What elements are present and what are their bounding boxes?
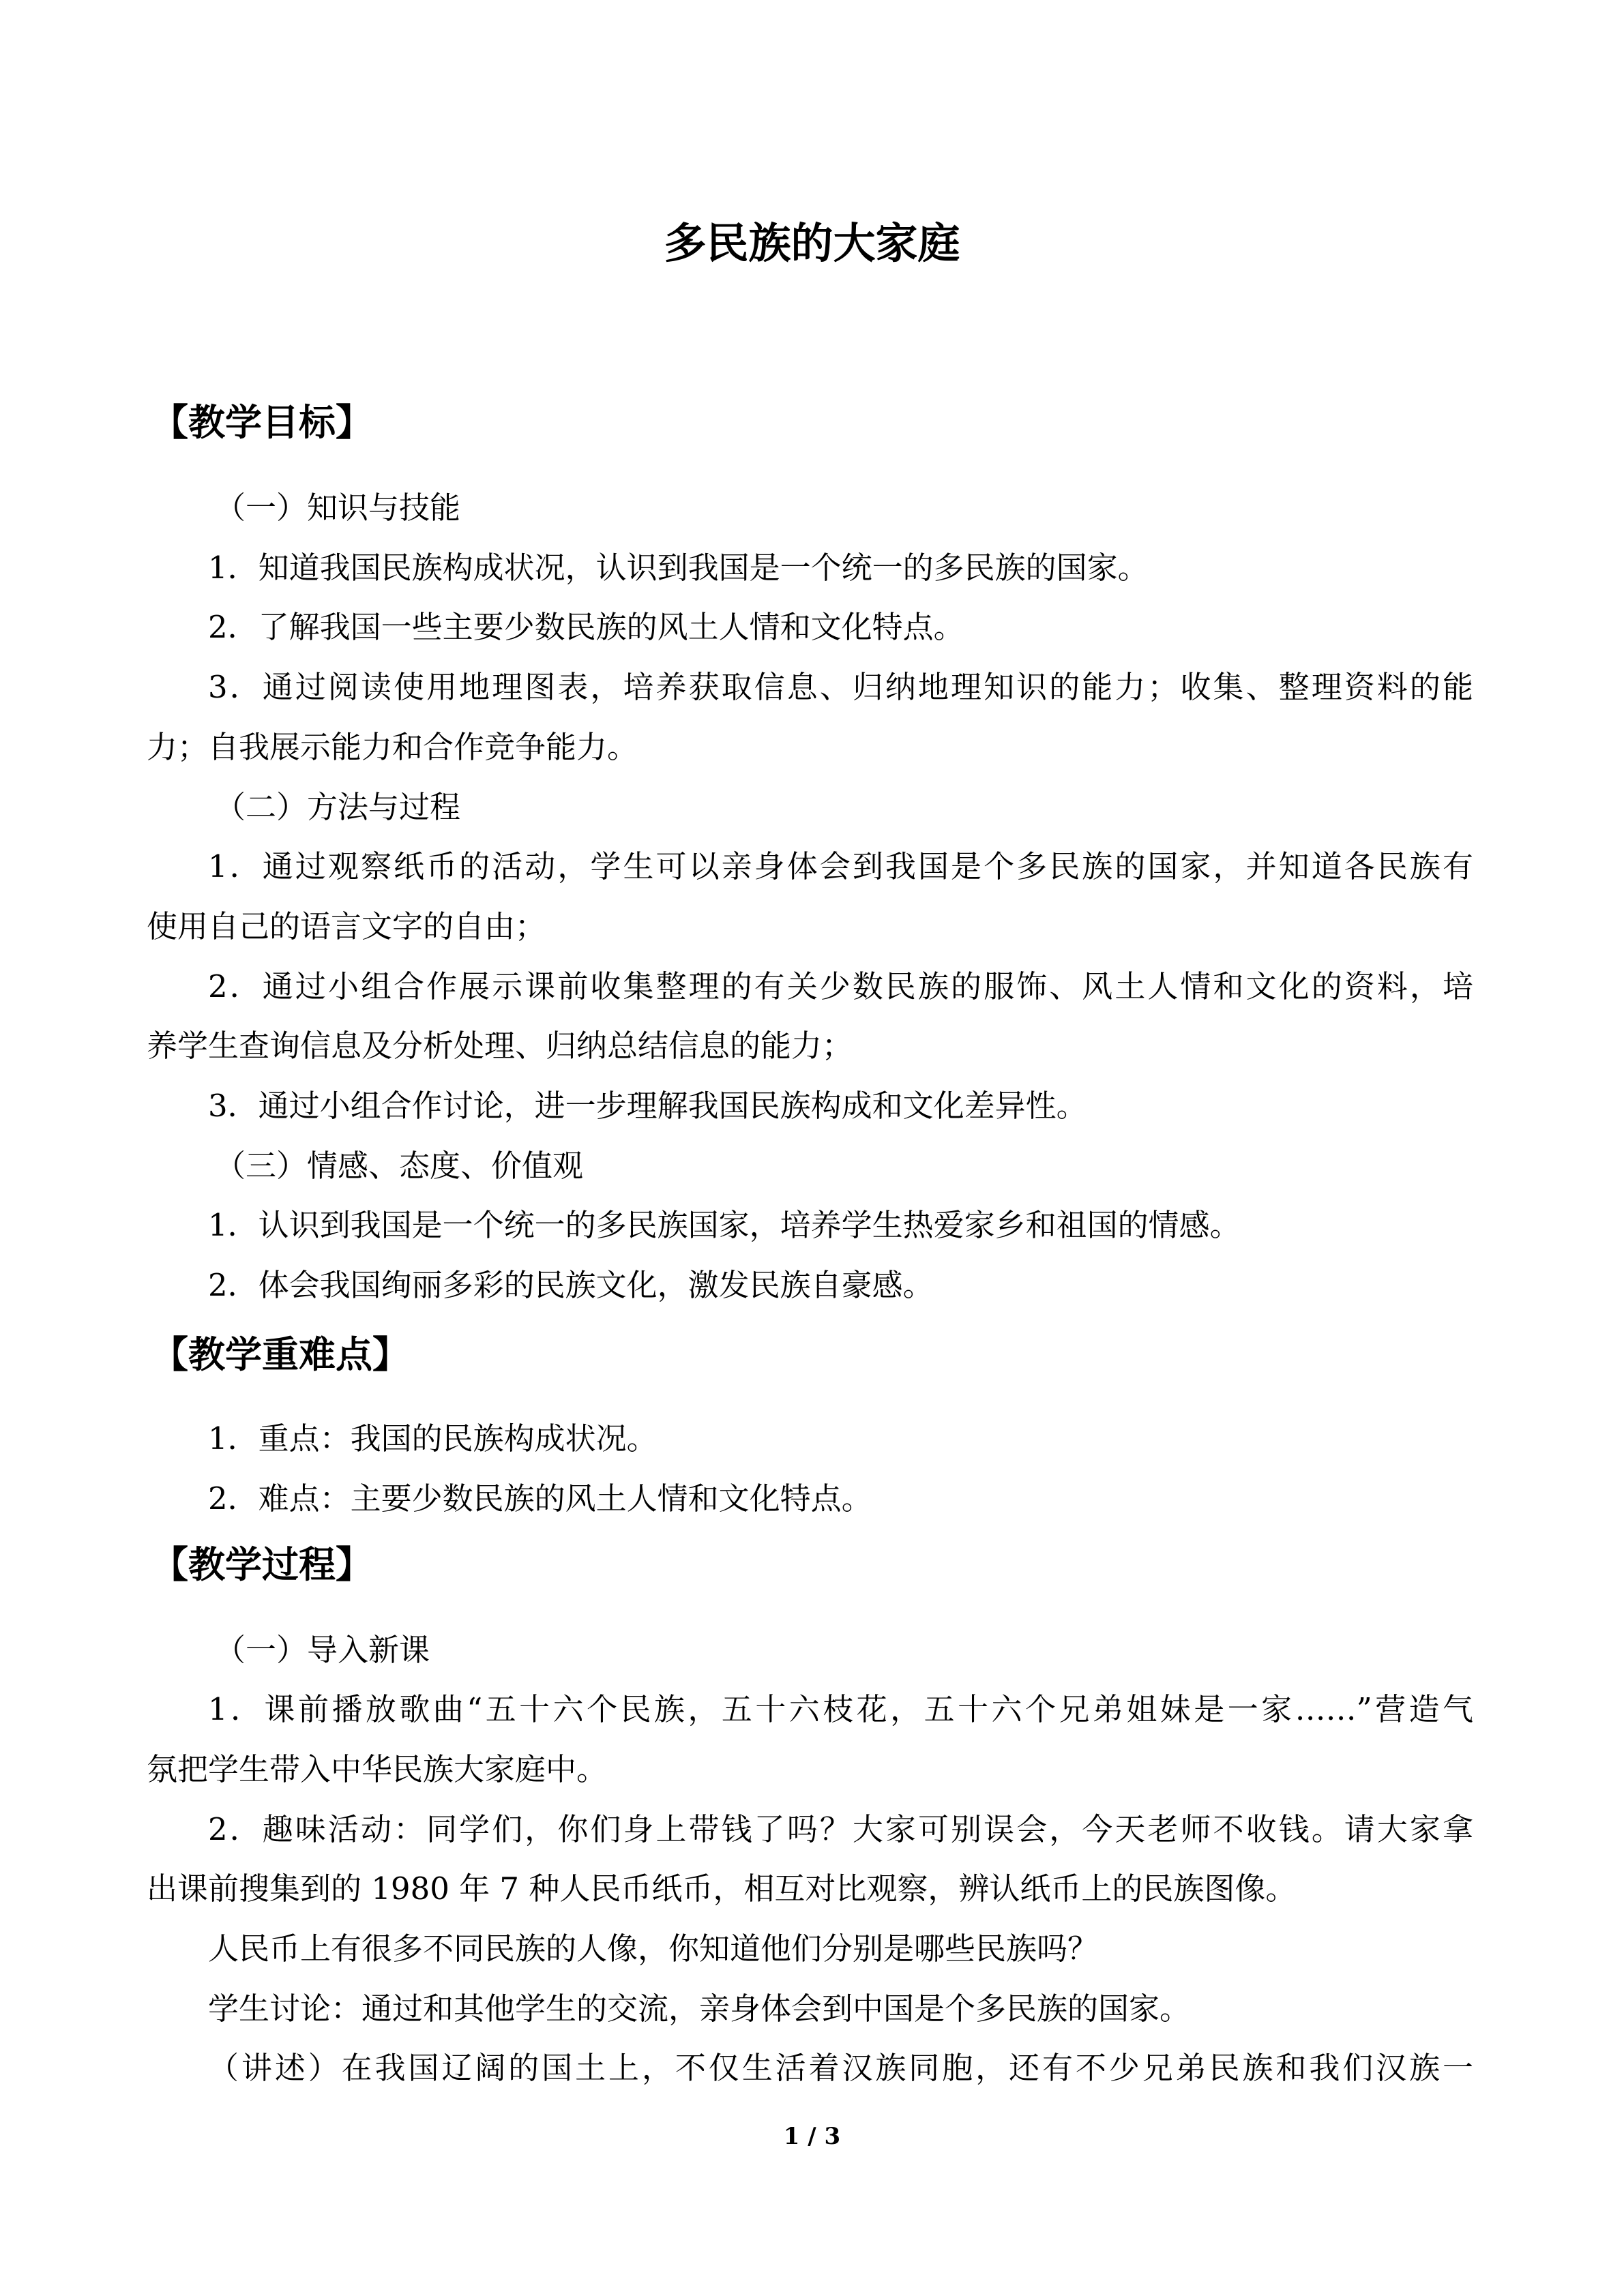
paragraph-line: 1．重点：我国的民族构成状况。 xyxy=(208,1420,658,1457)
section-heading-objectives: 【教学目标】 xyxy=(151,401,372,444)
paragraph-line: 学生讨论：通过和其他学生的交流，亲身体会到中国是个多民族的国家。 xyxy=(208,1991,1191,2027)
paragraph-line: 力；自我展示能力和合作竞争能力。 xyxy=(147,729,638,765)
paragraph-line: 使用自己的语言文字的自由； xyxy=(147,908,546,944)
paragraph-line: 出课前搜集到的 1980 年 7 种人民币纸币，相互对比观察，辨认纸币上的民族图像。 xyxy=(147,1870,1297,1907)
paragraph-line: 2．难点：主要少数民族的风土人情和文化特点。 xyxy=(208,1480,872,1517)
subheading-emotion-attitude-values: （三）情感、态度、价值观 xyxy=(215,1148,584,1184)
paragraph-line: 2．趣味活动：同学们，你们身上带钱了吗？大家可别误会，今天老师不收钱。请大家拿 xyxy=(208,1811,1473,1847)
paragraph-line: 2．体会我国绚丽多彩的民族文化，激发民族自豪感。 xyxy=(208,1267,934,1303)
subheading-introduction: （一）导入新课 xyxy=(215,1632,430,1668)
section-heading-key-points: 【教学重难点】 xyxy=(151,1333,409,1376)
paragraph-line: 3．通过小组合作讨论，进一步理解我国民族构成和文化差异性。 xyxy=(208,1088,1087,1124)
paragraph-line: 人民币上有很多不同民族的人像，你知道他们分别是哪些民族吗？ xyxy=(208,1930,1099,1967)
paragraph-line: 1．认识到我国是一个统一的多民族国家，培养学生热爱家乡和祖国的情感。 xyxy=(208,1207,1241,1243)
page-number: 1 / 3 xyxy=(783,2123,841,2150)
page-title: 多民族的大家庭 xyxy=(664,218,960,268)
subheading-method-process: （二）方法与过程 xyxy=(215,789,461,825)
paragraph-line: 氛把学生带入中华民族大家庭中。 xyxy=(147,1751,608,1787)
paragraph-line: 2．了解我国一些主要少数民族的风土人情和文化特点。 xyxy=(208,609,964,645)
paragraph-line: 1．课前播放歌曲“五十六个民族，五十六枝花，五十六个兄弟姐妹是一家……”营造气 xyxy=(208,1691,1473,1727)
paragraph-line: 养学生查询信息及分析处理、归纳总结信息的能力； xyxy=(147,1028,853,1064)
paragraph-line: 3．通过阅读使用地理图表，培养获取信息、归纳地理知识的能力；收集、整理资料的能 xyxy=(208,669,1473,705)
paragraph-line: 1．通过观察纸币的活动，学生可以亲身体会到我国是个多民族的国家，并知道各民族有 xyxy=(208,848,1473,884)
paragraph-line: 1．知道我国民族构成状况，认识到我国是一个统一的多民族的国家。 xyxy=(208,550,1149,586)
paragraph-line: （讲述）在我国辽阔的国土上，不仅生活着汉族同胞，还有不少兄弟民族和我们汉族一 xyxy=(208,2050,1473,2086)
subheading-knowledge-skills: （一）知识与技能 xyxy=(215,490,461,526)
section-heading-process: 【教学过程】 xyxy=(151,1543,372,1586)
paragraph-line: 2．通过小组合作展示课前收集整理的有关少数民族的服饰、风土人情和文化的资料，培 xyxy=(208,968,1473,1004)
